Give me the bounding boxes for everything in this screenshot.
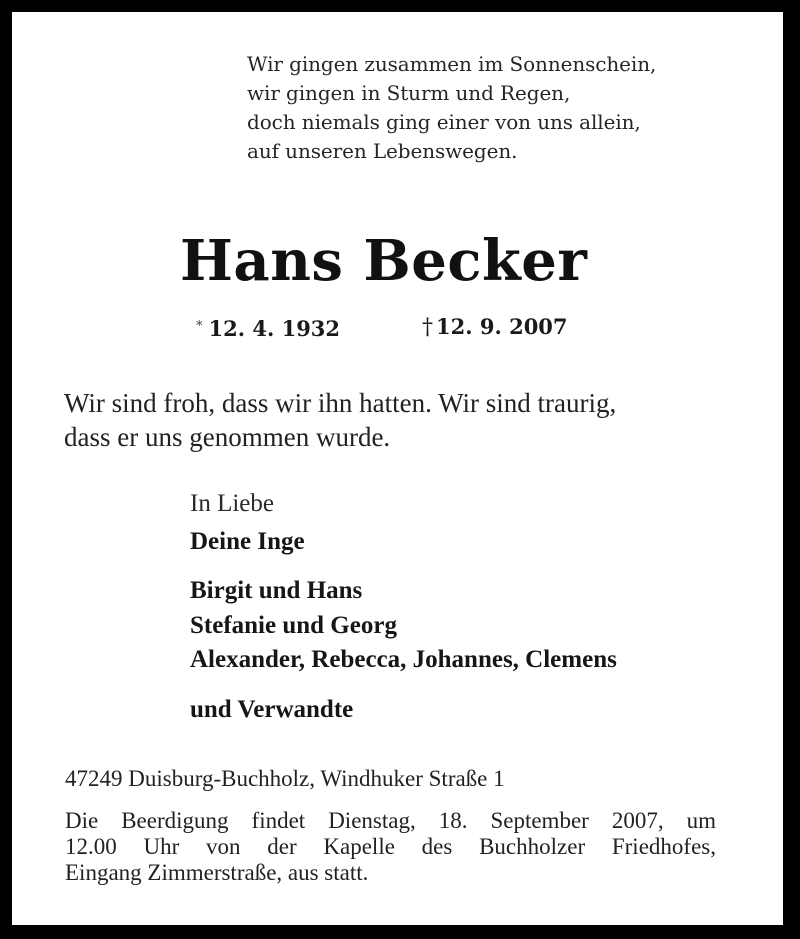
- birth-date: 12. 4. 1932: [208, 316, 341, 341]
- mourner-family: Alexander, Rebecca, Johannes, Clemens: [190, 646, 617, 673]
- mourners-intro: In Liebe: [190, 490, 274, 517]
- mourner-family: Birgit und Hans: [190, 577, 363, 604]
- birth-date-line: [196, 312, 340, 344]
- death-date-line: [422, 312, 568, 343]
- word: findet: [251, 808, 306, 833]
- poem-line: Wir gingen zusammen im Sonnenschein,: [247, 52, 657, 76]
- word: Die: [65, 808, 99, 833]
- death-cross-icon: †: [422, 315, 433, 340]
- word: Beerdigung: [121, 808, 229, 833]
- word: September: [490, 808, 589, 833]
- word: Uhr: [143, 834, 180, 859]
- word: 18.: [438, 808, 468, 833]
- word: 12.00: [65, 834, 117, 859]
- birth-star-icon: *: [196, 319, 203, 334]
- quote-line: Wir sind froh, dass wir ihn hatten. Wir sind traurig,: [64, 388, 617, 418]
- word: Friedhofes,: [611, 834, 716, 859]
- poem-line: wir gingen in Sturm und Regen,: [247, 81, 571, 105]
- poem-line: doch niemals ging einer von uns allein,: [247, 110, 641, 134]
- mourner-spouse: Deine Inge: [190, 528, 305, 555]
- word: Dienstag,: [328, 808, 416, 833]
- word: des: [421, 834, 453, 859]
- word: der: [267, 834, 297, 859]
- mourners-closing: und Verwandte: [190, 696, 354, 723]
- deceased-name: Hans Becker: [180, 228, 588, 294]
- funeral-info: [65, 808, 716, 886]
- word: um: [686, 808, 716, 833]
- death-date: 12. 9. 2007: [436, 314, 568, 339]
- quote-line: dass er uns genommen wurde.: [64, 422, 391, 452]
- poem: [247, 50, 656, 166]
- funeral-line-2: [65, 834, 716, 860]
- mourner-family: Stefanie und Georg: [190, 612, 397, 639]
- word: Buchholzer: [479, 834, 586, 859]
- funeral-line-3: Eingang Zimmerstraße, aus statt.: [65, 860, 369, 885]
- address: 47249 Duisburg-Buchholz, Windhuker Straße 1: [65, 766, 505, 791]
- word: Kapelle: [323, 834, 395, 859]
- poem-line: auf unseren Lebenswegen.: [247, 139, 518, 163]
- memorial-quote: [64, 386, 616, 454]
- word: 2007,: [611, 808, 664, 833]
- word: von: [206, 834, 241, 859]
- funeral-line-1: [65, 808, 716, 834]
